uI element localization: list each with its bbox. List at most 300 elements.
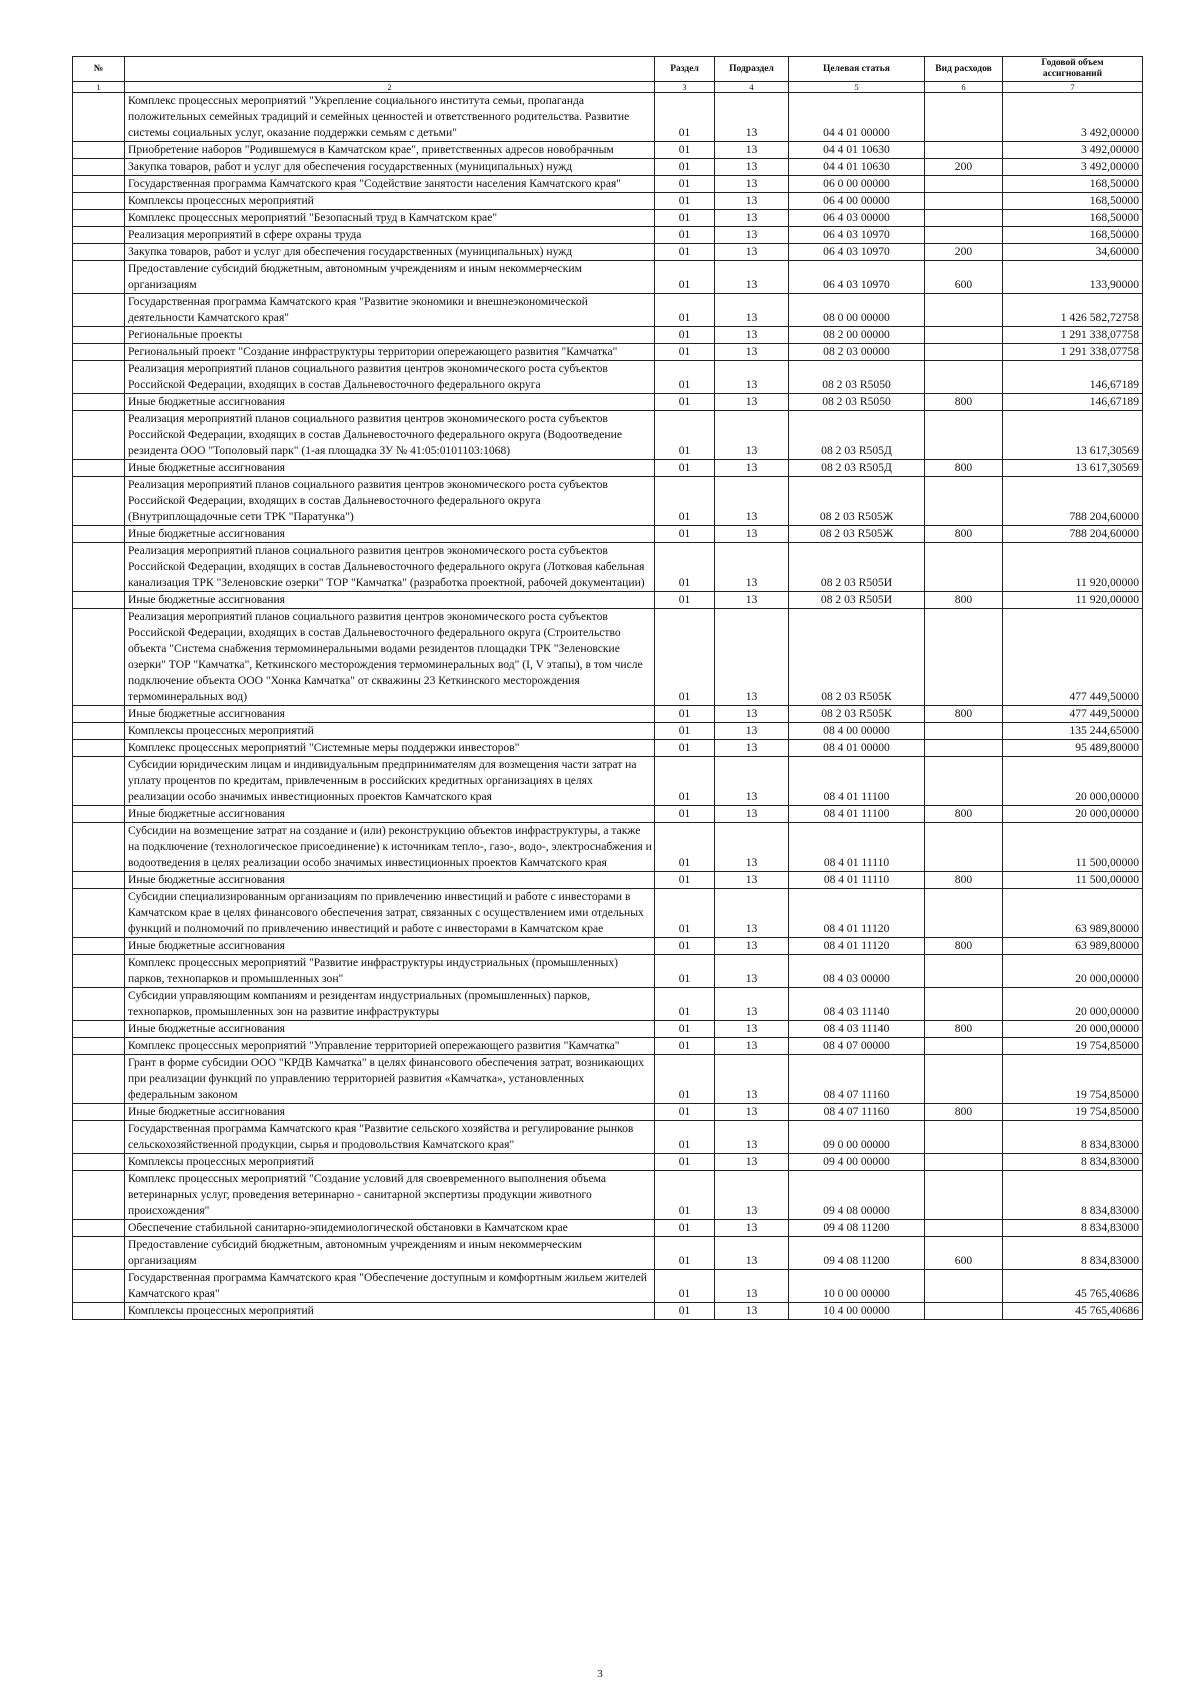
cell-razdel: 01 [655,543,715,592]
table-row [73,955,1143,988]
cell-name: Закупка товаров, работ и услуг для обеспечения государственных (муниципальных) нужд [125,159,655,176]
cell-razdel: 01 [655,592,715,609]
index-cell: 6 [925,82,1003,93]
cell-amount: 8 834,83000 [1003,1171,1143,1220]
cell-podrazdel: 13 [715,477,789,526]
cell-amount: 788 204,60000 [1003,526,1143,543]
cell-podrazdel: 13 [715,806,789,823]
cell-amount: 1 291 338,07758 [1003,344,1143,361]
cell-name: Региональный проект "Создание инфраструктуры территории опережающего развития "Камчатка" [125,344,655,361]
cell-target: 08 2 03 R505К [789,706,925,723]
cell-target: 09 4 08 00000 [789,1171,925,1220]
cell-type: 600 [925,1237,1003,1270]
cell-type: 800 [925,592,1003,609]
cell-number [73,327,125,344]
cell-number [73,93,125,142]
cell-podrazdel: 13 [715,460,789,477]
cell-target: 08 4 01 11120 [789,938,925,955]
header-type: Вид расходов [925,57,1003,82]
cell-razdel: 01 [655,327,715,344]
header-volume [1003,57,1143,82]
cell-name: Комплекс процессных мероприятий "Системные меры поддержки инвесторов" [125,740,655,757]
cell-podrazdel: 13 [715,988,789,1021]
cell-type [925,411,1003,460]
cell-podrazdel: 13 [715,1171,789,1220]
cell-target: 08 4 01 11100 [789,757,925,806]
header-no: № [73,57,125,82]
cell-razdel: 01 [655,757,715,806]
cell-target: 04 4 01 00000 [789,93,925,142]
index-cell: 2 [125,82,655,93]
cell-razdel: 01 [655,1270,715,1303]
cell-name: Комплексы процессных мероприятий [125,193,655,210]
cell-number [73,526,125,543]
cell-target: 08 4 01 11120 [789,889,925,938]
cell-name: Комплексы процессных мероприятий [125,1154,655,1171]
cell-number [73,193,125,210]
cell-amount: 146,67189 [1003,361,1143,394]
cell-podrazdel: 13 [715,1121,789,1154]
cell-type: 800 [925,706,1003,723]
table-row [73,244,1143,261]
table-row [73,1171,1143,1220]
table-row [73,394,1143,411]
cell-number [73,227,125,244]
cell-name: Закупка товаров, работ и услуг для обеспечения государственных (муниципальных) нужд [125,244,655,261]
table-header-row [73,57,1143,82]
cell-podrazdel: 13 [715,1237,789,1270]
table-row [73,176,1143,193]
cell-type [925,176,1003,193]
cell-amount: 20 000,00000 [1003,955,1143,988]
cell-type [925,361,1003,394]
cell-razdel: 01 [655,93,715,142]
table-row [73,823,1143,872]
cell-podrazdel: 13 [715,1055,789,1104]
header-volume-line2: ассигнований [1042,69,1103,79]
cell-type [925,609,1003,706]
table-row [73,757,1143,806]
cell-target: 08 4 07 00000 [789,1038,925,1055]
cell-amount: 788 204,60000 [1003,477,1143,526]
cell-amount: 1 426 582,72758 [1003,294,1143,327]
cell-razdel: 01 [655,1038,715,1055]
table-row [73,460,1143,477]
cell-amount: 168,50000 [1003,227,1143,244]
cell-podrazdel: 13 [715,1270,789,1303]
cell-type [925,543,1003,592]
cell-target: 06 4 03 10970 [789,227,925,244]
cell-number [73,411,125,460]
table-row [73,526,1143,543]
cell-razdel: 01 [655,1021,715,1038]
cell-number [73,261,125,294]
table-row [73,361,1143,394]
cell-amount: 168,50000 [1003,210,1143,227]
table-row [73,1270,1143,1303]
cell-target: 08 2 03 R5050 [789,394,925,411]
cell-type: 800 [925,1021,1003,1038]
cell-type: 800 [925,872,1003,889]
cell-target: 06 4 00 00000 [789,193,925,210]
cell-target: 08 2 00 00000 [789,327,925,344]
cell-amount: 20 000,00000 [1003,806,1143,823]
cell-type [925,1270,1003,1303]
cell-number [73,592,125,609]
cell-razdel: 01 [655,460,715,477]
cell-target: 08 2 03 R5050 [789,361,925,394]
cell-razdel: 01 [655,193,715,210]
cell-type [925,1154,1003,1171]
cell-podrazdel: 13 [715,394,789,411]
cell-type [925,93,1003,142]
cell-razdel: 01 [655,1055,715,1104]
cell-target: 06 0 00 00000 [789,176,925,193]
table-row [73,889,1143,938]
table-row [73,159,1143,176]
cell-name: Предоставление субсидий бюджетным, автономным учреждениям и иным некоммерческим организациям [125,261,655,294]
cell-number [73,394,125,411]
table-row [73,261,1143,294]
cell-razdel: 01 [655,955,715,988]
cell-amount: 45 765,40686 [1003,1270,1143,1303]
cell-amount: 20 000,00000 [1003,988,1143,1021]
cell-type: 600 [925,261,1003,294]
cell-podrazdel: 13 [715,609,789,706]
cell-name: Комплекс процессных мероприятий "Создание условий для своевременного выполнения объема ветеринарных услуг, проведения ветеринарно - санитарной экспертизы продукции животного происхождения" [125,1171,655,1220]
cell-name: Иные бюджетные ассигнования [125,806,655,823]
cell-type: 800 [925,526,1003,543]
cell-amount: 19 754,85000 [1003,1104,1143,1121]
index-cell: 7 [1003,82,1143,93]
cell-type [925,1171,1003,1220]
cell-target: 08 2 03 R505И [789,543,925,592]
cell-razdel: 01 [655,938,715,955]
table-row [73,1021,1143,1038]
cell-amount: 1 291 338,07758 [1003,327,1143,344]
cell-name: Комплекс процессных мероприятий "Безопасный труд в Камчатском крае" [125,210,655,227]
cell-number [73,361,125,394]
cell-amount: 11 920,00000 [1003,543,1143,592]
cell-amount: 135 244,65000 [1003,723,1143,740]
table-row [73,142,1143,159]
cell-razdel: 01 [655,176,715,193]
cell-name: Субсидии управляющим компаниям и резидентам индустриальных (промышленных) парков, технопарков, промышленных зон на развитие инфраструктуры [125,988,655,1021]
table-row [73,988,1143,1021]
cell-target: 08 4 01 00000 [789,740,925,757]
cell-razdel: 01 [655,227,715,244]
cell-target: 08 2 03 R505Ж [789,477,925,526]
cell-number [73,823,125,872]
cell-number [73,142,125,159]
cell-amount: 11 500,00000 [1003,823,1143,872]
cell-amount: 8 834,83000 [1003,1220,1143,1237]
cell-podrazdel: 13 [715,872,789,889]
cell-target: 08 4 00 00000 [789,723,925,740]
cell-podrazdel: 13 [715,740,789,757]
table-row [73,543,1143,592]
table-row [73,193,1143,210]
cell-name: Реализация мероприятий в сфере охраны труда [125,227,655,244]
table-row [73,227,1143,244]
cell-razdel: 01 [655,294,715,327]
cell-number [73,806,125,823]
cell-podrazdel: 13 [715,823,789,872]
table-row [73,210,1143,227]
cell-number [73,872,125,889]
cell-razdel: 01 [655,142,715,159]
index-cell: 4 [715,82,789,93]
table-row [73,1055,1143,1104]
cell-razdel: 01 [655,361,715,394]
cell-number [73,1171,125,1220]
cell-amount: 11 500,00000 [1003,872,1143,889]
cell-number [73,723,125,740]
cell-podrazdel: 13 [715,1038,789,1055]
cell-razdel: 01 [655,609,715,706]
cell-name: Субсидии юридическим лицам и индивидуальным предпринимателям для возмещения части затрат на уплату процентов по кредитам, привлеченным в российских кредитных организациях в целях реализации особо значимых инвестиционных проектов Камчатского края [125,757,655,806]
cell-type [925,757,1003,806]
cell-razdel: 01 [655,706,715,723]
cell-number [73,1220,125,1237]
cell-amount: 8 834,83000 [1003,1237,1143,1270]
cell-type [925,955,1003,988]
cell-razdel: 01 [655,526,715,543]
table-row [73,938,1143,955]
cell-type [925,327,1003,344]
cell-number [73,210,125,227]
cell-name: Комплекс процессных мероприятий "Укрепление социального института семьи, пропаганда положительных семейных традиций и семейных ценностей и ответственного родительства. Развитие системы социальных услуг, оказание поддержки семьям с детьми" [125,93,655,142]
cell-number [73,955,125,988]
cell-type [925,344,1003,361]
table-row [73,1104,1143,1121]
cell-target: 09 4 08 11200 [789,1220,925,1237]
cell-podrazdel: 13 [715,889,789,938]
cell-amount: 63 989,80000 [1003,889,1143,938]
cell-name: Реализация мероприятий планов социального развития центров экономического роста субъектов Российской Федерации, входящих в состав Дальневосточного федерального округа (Строительство объекта "Система снабжения термоминеральными водами резидентов площадки ТРК "Зеленовские озерки" ТОР "Камчатка", Кеткинского месторождения термоминеральных вод" (I, V этапы), в том числе подключение объекта ООО "Хонка Камчатка" от скважины 23 Кеткинского месторождения термоминеральных вод) [125,609,655,706]
cell-podrazdel: 13 [715,327,789,344]
index-cell: 3 [655,82,715,93]
cell-target: 08 0 00 00000 [789,294,925,327]
cell-name: Обеспечение стабильной санитарно-эпидемиологической обстановки в Камчатском крае [125,1220,655,1237]
cell-name: Государственная программа Камчатского края "Развитие экономики и внешнеэкономической деятельности Камчатского края" [125,294,655,327]
table-row [73,723,1143,740]
cell-razdel: 01 [655,261,715,294]
cell-type [925,889,1003,938]
cell-amount: 20 000,00000 [1003,757,1143,806]
cell-name: Реализация мероприятий планов социального развития центров экономического роста субъектов Российской Федерации, входящих в состав Дальневосточного федерального округа (Лотковая кабельная канализация ТРК "Зеленовские озерки" ТОР "Камчатка" (разработка проектной, рабочей документации) [125,543,655,592]
cell-podrazdel: 13 [715,344,789,361]
cell-amount: 3 492,00000 [1003,93,1143,142]
cell-name: Субсидии на возмещение затрат на создание и (или) реконструкцию объектов инфраструктуры, а также на подключение (технологическое присоединение) к источникам тепло-, газо-, водо-, электроснабжения и водоотведения в целях реализации особо значимых инвестиционных проектов Камчатского края [125,823,655,872]
cell-target: 08 4 07 11160 [789,1055,925,1104]
cell-number [73,988,125,1021]
cell-name: Государственная программа Камчатского края "Содействие занятости населения Камчатского края" [125,176,655,193]
table-row [73,592,1143,609]
budget-table-sheet [72,56,1142,1320]
cell-target: 04 4 01 10630 [789,142,925,159]
cell-amount: 34,60000 [1003,244,1143,261]
cell-name: Реализация мероприятий планов социального развития центров экономического роста субъектов Российской Федерации, входящих в состав Дальневосточного федерального округа (Внутриплощадочные сети ТРК "Паратунка") [125,477,655,526]
table-index-row [73,82,1143,93]
cell-razdel: 01 [655,344,715,361]
table-row [73,740,1143,757]
cell-amount: 8 834,83000 [1003,1154,1143,1171]
cell-number [73,176,125,193]
cell-number [73,1303,125,1320]
cell-podrazdel: 13 [715,1021,789,1038]
cell-razdel: 01 [655,1104,715,1121]
cell-razdel: 01 [655,988,715,1021]
cell-target: 08 2 03 R505К [789,609,925,706]
cell-name: Иные бюджетные ассигнования [125,592,655,609]
header-podrazdel: Подраздел [715,57,789,82]
cell-name: Иные бюджетные ассигнования [125,460,655,477]
header-volume-line1: Годовой объем [1041,58,1104,68]
cell-name: Комплекс процессных мероприятий "Управление территорией опережающего развития "Камчатка" [125,1038,655,1055]
table-row [73,1303,1143,1320]
cell-target: 09 4 00 00000 [789,1154,925,1171]
cell-type [925,210,1003,227]
cell-name: Региональные проекты [125,327,655,344]
cell-amount: 11 920,00000 [1003,592,1143,609]
cell-name: Иные бюджетные ассигнования [125,872,655,889]
cell-amount: 45 765,40686 [1003,1303,1143,1320]
cell-type: 800 [925,806,1003,823]
cell-target: 04 4 01 10630 [789,159,925,176]
cell-podrazdel: 13 [715,1104,789,1121]
cell-type [925,1220,1003,1237]
cell-podrazdel: 13 [715,142,789,159]
cell-podrazdel: 13 [715,193,789,210]
index-cell: 5 [789,82,925,93]
cell-amount: 20 000,00000 [1003,1021,1143,1038]
cell-razdel: 01 [655,159,715,176]
cell-target: 10 4 00 00000 [789,1303,925,1320]
cell-podrazdel: 13 [715,159,789,176]
cell-amount: 477 449,50000 [1003,609,1143,706]
cell-podrazdel: 13 [715,227,789,244]
cell-target: 08 2 03 R505Д [789,411,925,460]
cell-podrazdel: 13 [715,261,789,294]
table-row [73,411,1143,460]
cell-amount: 95 489,80000 [1003,740,1143,757]
cell-type [925,1038,1003,1055]
cell-razdel: 01 [655,244,715,261]
cell-type [925,1121,1003,1154]
cell-razdel: 01 [655,1171,715,1220]
cell-razdel: 01 [655,411,715,460]
cell-number [73,344,125,361]
cell-type: 800 [925,1104,1003,1121]
cell-number [73,294,125,327]
cell-name: Иные бюджетные ассигнования [125,394,655,411]
cell-name: Государственная программа Камчатского края "Развитие сельского хозяйства и регулирование рынков сельскохозяйственной продукции, сырья и продовольствия Камчатского края" [125,1121,655,1154]
cell-podrazdel: 13 [715,955,789,988]
cell-amount: 3 492,00000 [1003,142,1143,159]
cell-amount: 13 617,30569 [1003,411,1143,460]
cell-podrazdel: 13 [715,592,789,609]
cell-type [925,740,1003,757]
cell-podrazdel: 13 [715,244,789,261]
cell-amount: 168,50000 [1003,176,1143,193]
cell-podrazdel: 13 [715,543,789,592]
cell-type [925,193,1003,210]
cell-number [73,1270,125,1303]
cell-target: 09 0 00 00000 [789,1121,925,1154]
cell-target: 06 4 03 00000 [789,210,925,227]
cell-number [73,609,125,706]
cell-target: 08 4 01 11110 [789,823,925,872]
cell-number [73,740,125,757]
cell-podrazdel: 13 [715,526,789,543]
cell-name: Реализация мероприятий планов социального развития центров экономического роста субъектов Российской Федерации, входящих в состав Дальневосточного федерального округа (Водоотведение резидента ООО "Тополовый парк" (1-ая площадка ЗУ № 41:05:0101103:1068) [125,411,655,460]
cell-razdel: 01 [655,1154,715,1171]
cell-name: Иные бюджетные ассигнования [125,938,655,955]
budget-table [72,56,1143,1320]
table-row [73,344,1143,361]
cell-target: 06 4 03 10970 [789,261,925,294]
cell-podrazdel: 13 [715,176,789,193]
cell-number [73,159,125,176]
cell-amount: 477 449,50000 [1003,706,1143,723]
cell-number [73,1154,125,1171]
cell-razdel: 01 [655,740,715,757]
cell-number [73,477,125,526]
cell-podrazdel: 13 [715,938,789,955]
cell-number [73,1038,125,1055]
cell-name: Приобретение наборов "Родившемуся в Камчатском крае", приветственных адресов новобрачным [125,142,655,159]
table-row [73,1237,1143,1270]
table-row [73,93,1143,142]
cell-name: Комплексы процессных мероприятий [125,723,655,740]
cell-podrazdel: 13 [715,1154,789,1171]
cell-target: 08 4 03 00000 [789,955,925,988]
cell-target: 10 0 00 00000 [789,1270,925,1303]
cell-type [925,477,1003,526]
cell-name: Предоставление субсидий бюджетным, автономным учреждениям и иным некоммерческим организациям [125,1237,655,1270]
cell-number [73,1055,125,1104]
cell-amount: 63 989,80000 [1003,938,1143,955]
cell-podrazdel: 13 [715,93,789,142]
cell-razdel: 01 [655,823,715,872]
cell-number [73,543,125,592]
cell-podrazdel: 13 [715,706,789,723]
cell-podrazdel: 13 [715,1303,789,1320]
cell-type [925,1303,1003,1320]
cell-amount: 19 754,85000 [1003,1038,1143,1055]
cell-razdel: 01 [655,872,715,889]
cell-number [73,757,125,806]
cell-target: 08 4 07 11160 [789,1104,925,1121]
cell-amount: 13 617,30569 [1003,460,1143,477]
cell-amount: 146,67189 [1003,394,1143,411]
cell-type: 800 [925,938,1003,955]
cell-amount: 19 754,85000 [1003,1055,1143,1104]
cell-name: Иные бюджетные ассигнования [125,1021,655,1038]
cell-number [73,1121,125,1154]
cell-target: 08 4 03 11140 [789,988,925,1021]
cell-number [73,1021,125,1038]
cell-podrazdel: 13 [715,210,789,227]
cell-amount: 8 834,83000 [1003,1121,1143,1154]
table-row [73,1038,1143,1055]
cell-podrazdel: 13 [715,1220,789,1237]
cell-number [73,938,125,955]
cell-podrazdel: 13 [715,411,789,460]
cell-target: 08 2 03 R505Ж [789,526,925,543]
table-row [73,477,1143,526]
